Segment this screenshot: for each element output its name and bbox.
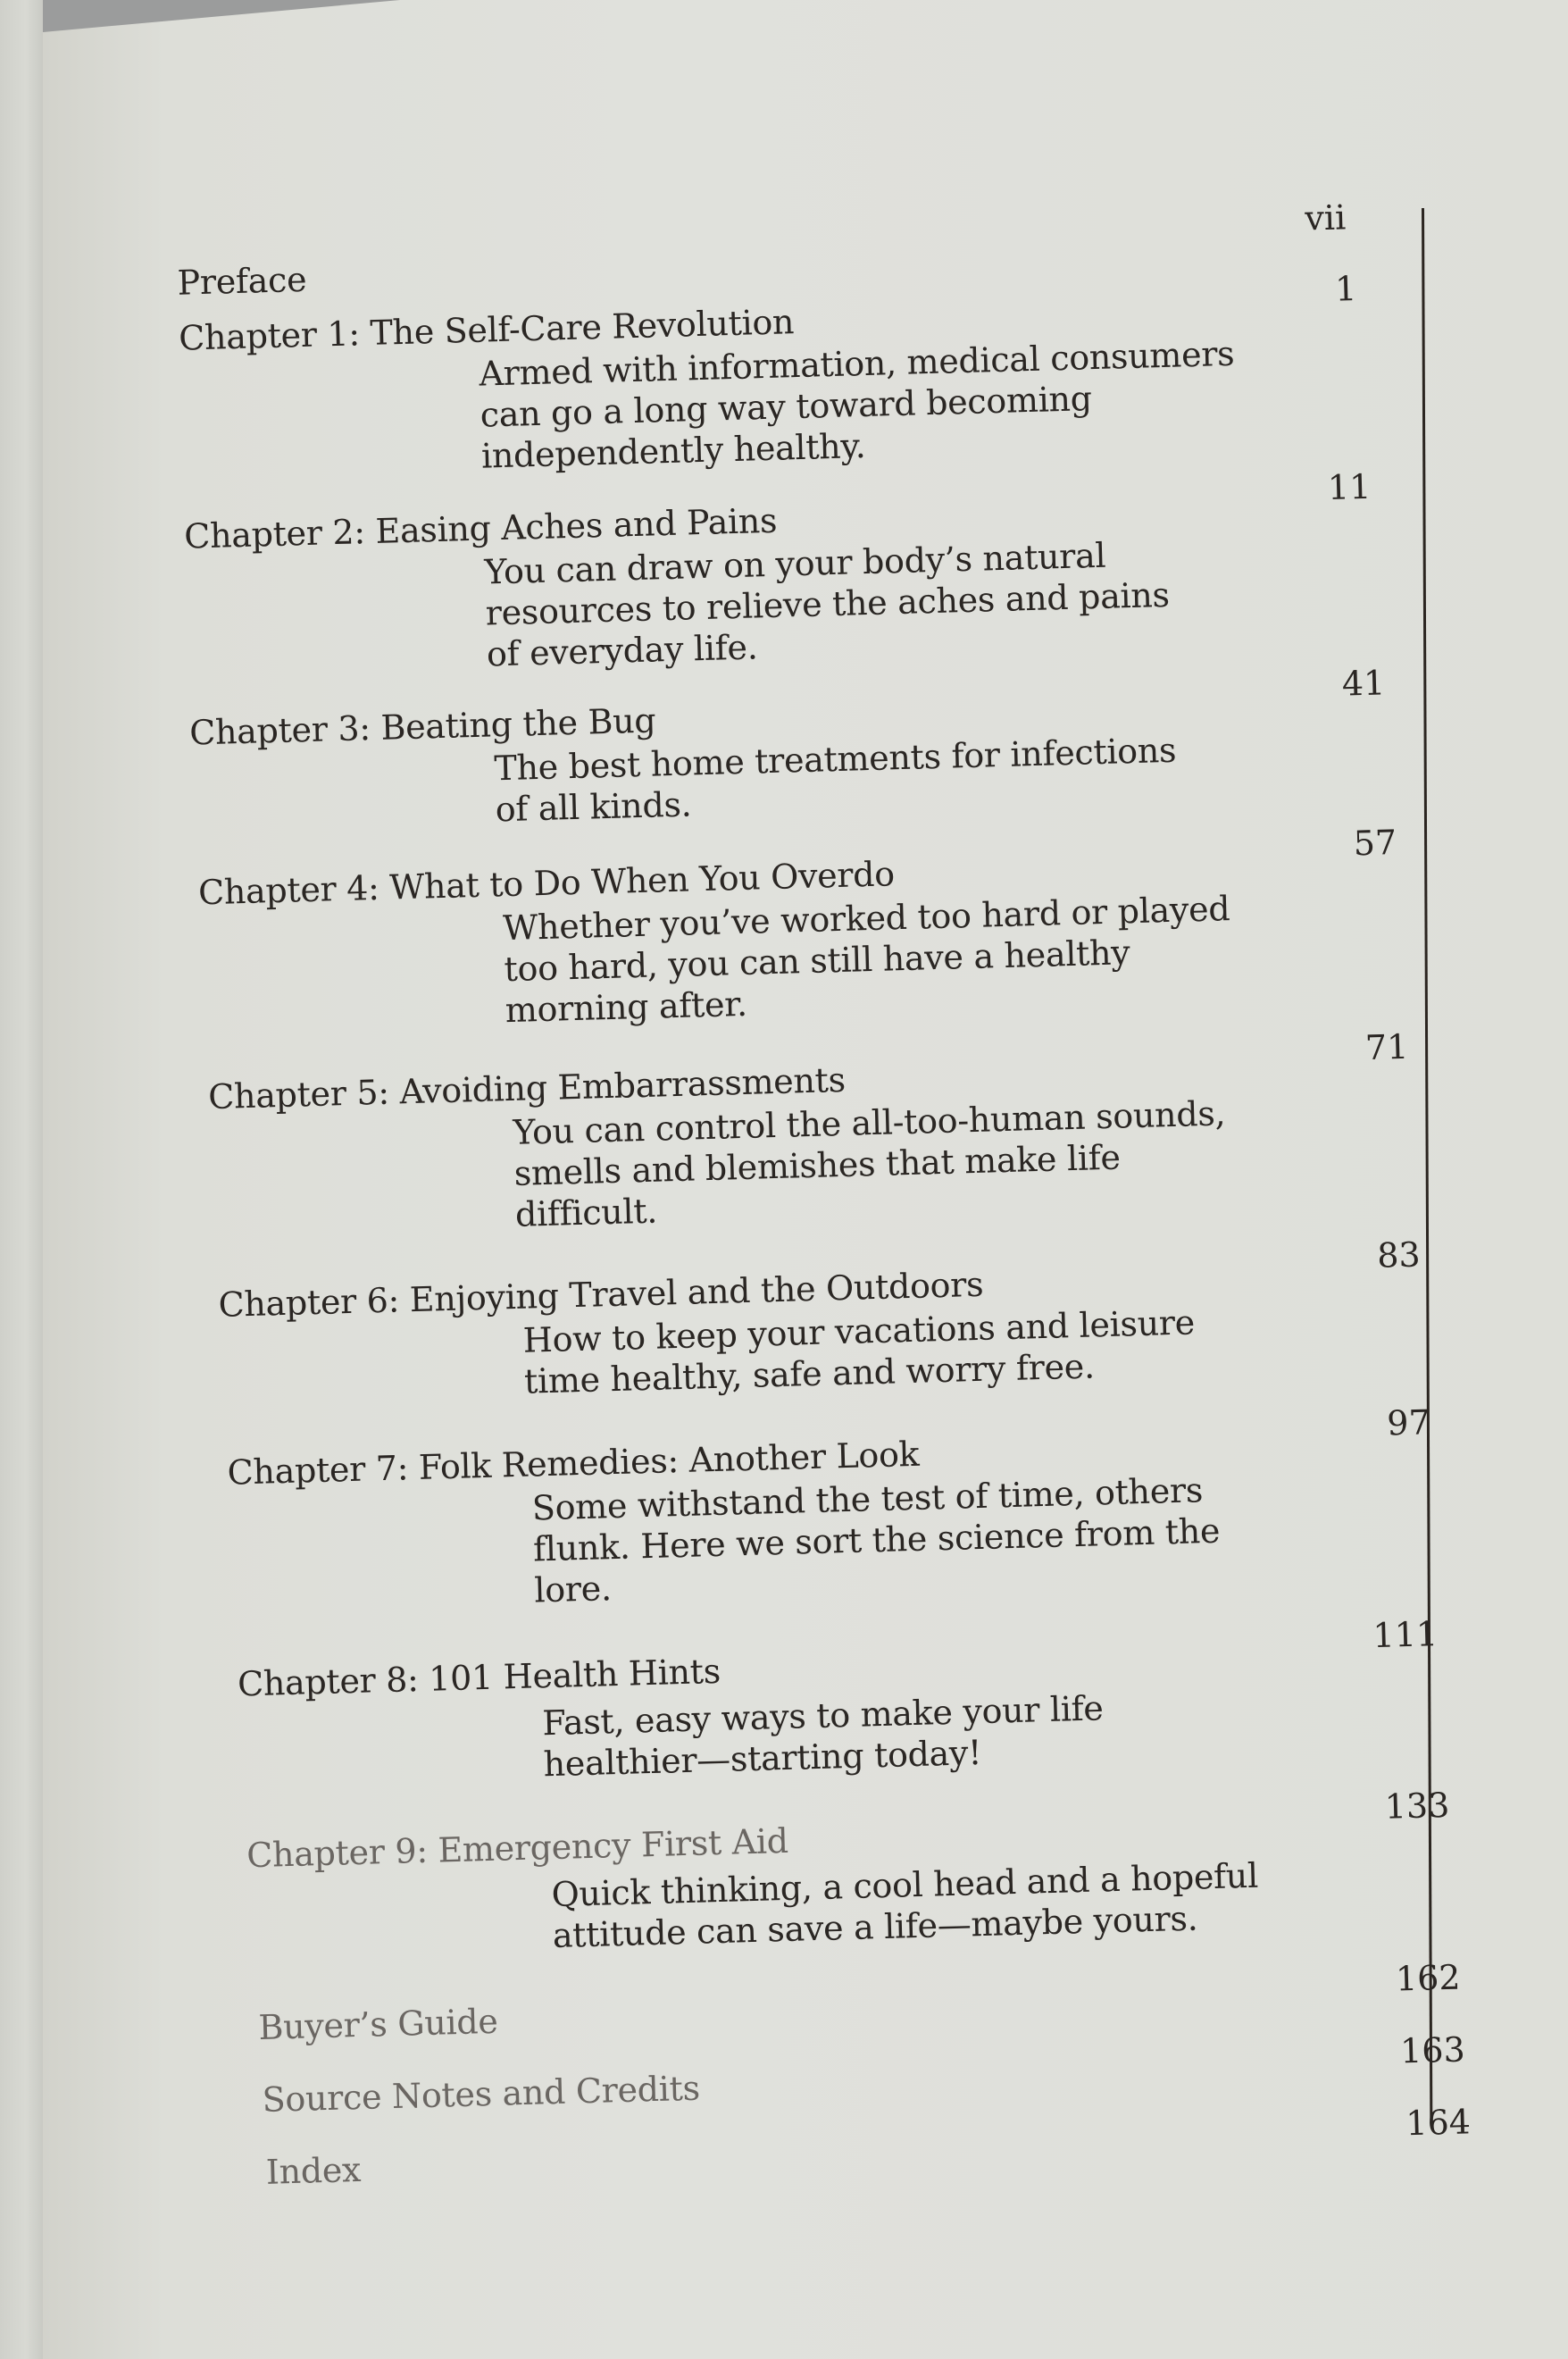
entry-title: Preface	[177, 259, 307, 303]
toc-entry-chapter-9	[50, 1785, 1568, 1956]
entry-title: Source Notes and Credits	[262, 2068, 701, 2120]
toc-entry-chapter-4	[24, 823, 1568, 1031]
entry-description-line: time healthy, safe and worry free.	[523, 1346, 1096, 1401]
toc-entry-source-notes	[56, 2029, 1568, 2120]
entry-description-line: independently healthy.	[480, 425, 866, 476]
entry-description-line: lore.	[533, 1568, 613, 1610]
entry-description-line: of everyday life.	[486, 627, 758, 674]
entry-description-line: attitude can save a life—maybe yours.	[552, 1898, 1198, 1956]
entry-title: Chapter 1: The Self-Care Revolution	[178, 302, 795, 358]
toc-entry-preface	[7, 197, 1568, 303]
toc-entry-chapter-3	[20, 663, 1568, 830]
entry-page-number: 57	[1353, 823, 1397, 864]
entry-page-number: 71	[1364, 1026, 1409, 1068]
entry-title: Chapter 4: What to Do When You Overdo	[197, 854, 896, 913]
entry-page-number: 164	[1405, 2102, 1472, 2144]
entry-title: Chapter 5: Avoiding Embarrassments	[207, 1059, 847, 1117]
entry-description-line: How to keep your vacations and leisure	[522, 1302, 1196, 1360]
entry-title: Chapter 2: Easing Aches and Pains	[183, 500, 778, 556]
entry-description-line: of all kinds.	[495, 784, 692, 830]
entry-title: Chapter 3: Beating the Bug	[188, 700, 656, 753]
entry-description-line: morning after.	[505, 983, 748, 1031]
toc-entry-chapter-6	[35, 1234, 1568, 1401]
entry-page-number: 1	[1334, 269, 1357, 309]
entry-page-number: 11	[1327, 466, 1372, 507]
entry-description-line: healthier—starting today!	[543, 1732, 982, 1785]
entry-description-line: too hard, you can still have a healthy	[503, 933, 1130, 990]
entry-description-line: smells and blemishes that make life	[513, 1137, 1122, 1193]
toc-entry-buyers-guide	[54, 1957, 1568, 2047]
entry-description-line: You can control the all-too-human sounds,	[512, 1093, 1226, 1152]
entry-description-line: The best home treatments for infections	[493, 730, 1177, 789]
entry-title: Chapter 6: Enjoying Travel and the Outdoors	[218, 1264, 984, 1325]
toc-entry-chapter-2	[14, 466, 1568, 674]
entry-title: Buyer’s Guide	[257, 2001, 499, 2047]
entry-page-number: 163	[1399, 2029, 1466, 2071]
entry-page-number: 41	[1341, 663, 1386, 704]
entry-title: Chapter 7: Folk Remedies: Another Look	[227, 1434, 920, 1493]
entry-title: Chapter 8: 101 Health Hints	[237, 1651, 721, 1704]
entry-description-line: can go a long way toward becoming	[480, 379, 1093, 435]
toc-entry-index	[58, 2102, 1568, 2192]
toc-entry-chapter-7	[39, 1402, 1568, 1610]
entry-page-number: 111	[1372, 1614, 1439, 1656]
entry-description-line: difficult.	[514, 1191, 658, 1234]
entry-description-line: Fast, easy ways to make your life	[541, 1688, 1105, 1744]
entry-description-line: Whether you’ve worked too hard or played	[502, 889, 1230, 949]
entry-description-line: Armed with information, medical consumers	[478, 333, 1235, 394]
entry-description-line: Quick thinking, a cool head and a hopeful	[551, 1855, 1259, 1915]
entry-title: Chapter 9: Emergency First Aid	[246, 1820, 789, 1876]
entry-description-line: resources to relieve the aches and pains	[485, 574, 1171, 633]
entry-title: Index	[265, 2149, 362, 2192]
entry-description-line: You can draw on your body’s natural	[483, 535, 1106, 592]
entry-page-number: 162	[1395, 1957, 1462, 1999]
entry-page-number: vii	[1304, 197, 1347, 238]
toc-entry-chapter-8	[46, 1614, 1568, 1785]
entry-page-number: 97	[1386, 1402, 1431, 1443]
entry-description-line: Some withstand the test of time, others	[531, 1470, 1204, 1528]
entry-description-line: flunk. Here we sort the science from the	[532, 1510, 1221, 1569]
entry-page-number: 133	[1384, 1785, 1450, 1827]
entry-page-number: 83	[1376, 1234, 1422, 1276]
toc-entry-chapter-5	[29, 1026, 1568, 1234]
